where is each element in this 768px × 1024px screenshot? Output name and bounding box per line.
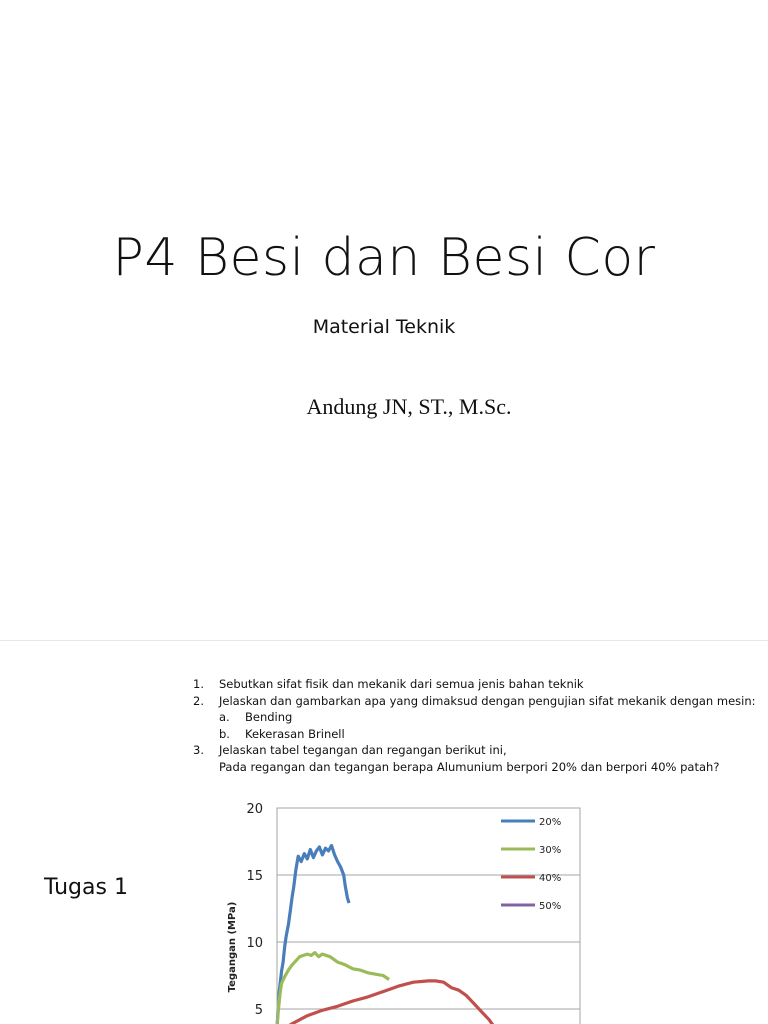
- task-item-continuation: [193, 759, 763, 776]
- task-subitem: [193, 709, 763, 726]
- task-list: [193, 676, 763, 775]
- task-subitem: [193, 726, 763, 743]
- chart-legend-label: 30%: [539, 845, 562, 856]
- chart-y-axis-label: Tegangan (MPa): [227, 901, 238, 993]
- task-number: 3.: [193, 743, 204, 757]
- task-text: Pada regangan dan tegangan berapa Alumunium berpori 20% dan berpori 40% patah?: [219, 759, 720, 774]
- chart-plot-background: [185, 791, 585, 1024]
- task-subnumber: b.: [219, 726, 230, 741]
- task-text: Kekerasan Brinell: [245, 726, 345, 741]
- slide-title: P4 Besi dan Besi Cor: [112, 228, 656, 288]
- task-subnumber: a.: [219, 710, 230, 724]
- task-text: Jelaskan dan gambarkan apa yang dimaksud dengan pengujian sifat mekanik dengan mesin:: [219, 693, 756, 708]
- task-heading: Tugas 1: [44, 875, 128, 900]
- chart-y-tick-label: 20: [246, 802, 263, 817]
- task-text: Jelaskan tabel tegangan dan regangan berikut ini,: [219, 743, 507, 757]
- slide-author: Andung JN, ST., M.Sc.: [306, 394, 512, 419]
- chart-legend-label: 40%: [539, 873, 562, 884]
- task-number: 1.: [193, 677, 204, 691]
- slide-subtitle: Material Teknik: [312, 316, 456, 338]
- task-slide: [0, 641, 768, 1024]
- chart-legend-label: 20%: [539, 817, 562, 828]
- chart-y-tick-label: 10: [246, 936, 263, 951]
- chart-y-tick-label: 5: [254, 1003, 263, 1018]
- stress-strain-chart: [185, 791, 585, 1024]
- task-item: [193, 693, 763, 710]
- chart-legend-label: 50%: [539, 901, 562, 912]
- chart-svg: [185, 791, 585, 1024]
- task-text: Sebutkan sifat fisik dan mekanik dari semua jenis bahan teknik: [219, 677, 584, 691]
- chart-y-tick-label: 15: [246, 869, 263, 884]
- task-number: 2.: [193, 693, 204, 708]
- task-item: [193, 742, 763, 759]
- task-item: [193, 676, 763, 693]
- task-text: Bending: [245, 710, 293, 724]
